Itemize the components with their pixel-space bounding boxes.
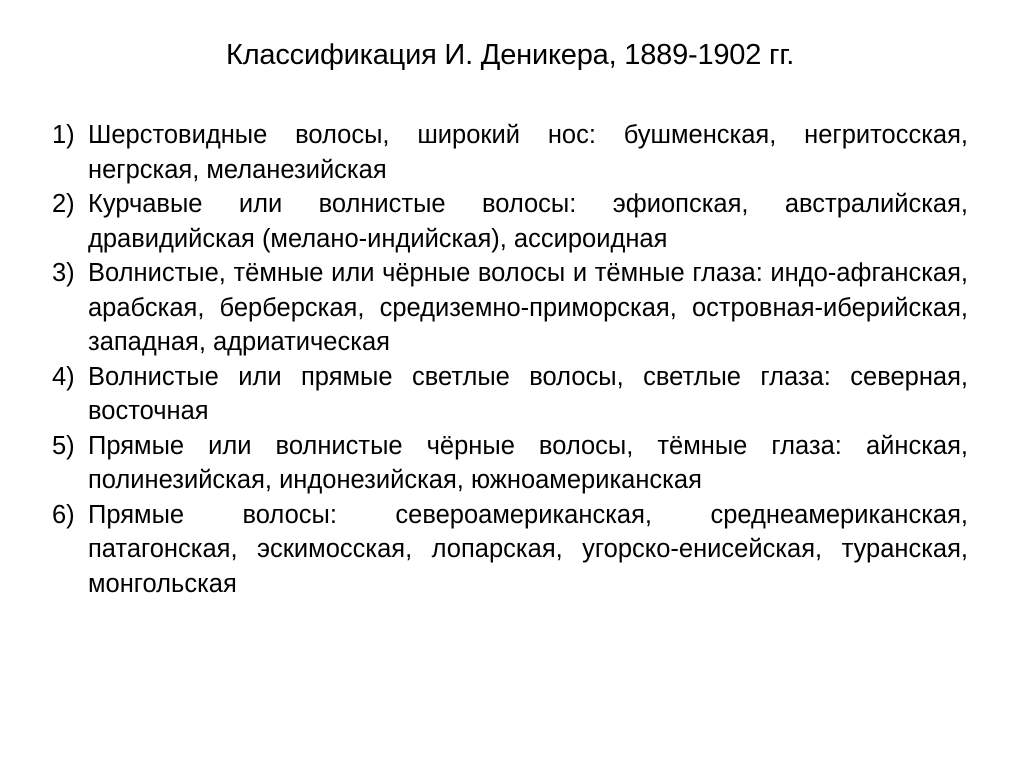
item-number: 5) — [52, 431, 75, 460]
list-item — [52, 187, 968, 256]
item-number: 1) — [52, 121, 75, 149]
item-text: Шерстовидные волосы, широкий нос: бушменская, негритосская, негрская, меланезийская — [88, 121, 968, 184]
slide-title: Классификация И. Деникера, 1889-1902 гг. — [226, 39, 795, 71]
item-text: Волнистые или прямые светлые волосы, светлые глаза: северная, восточная — [88, 362, 968, 425]
item-text: Прямые волосы: североамериканская, среднеамериканская, патагонская, эскимосская, лопарская, угорско-енисейская, туранская, монгольская — [88, 500, 968, 598]
item-number: 6) — [52, 500, 75, 529]
list-item — [52, 360, 968, 429]
item-number: 4) — [52, 362, 75, 391]
item-text: Волнистые, тёмные или чёрные волосы и тёмные глаза: индо-афганская, арабская, берберская, средиземно-приморская, островная-иберийская, западная, адриатическая — [88, 259, 968, 356]
item-number: 2) — [52, 190, 75, 218]
list-item — [52, 118, 968, 187]
list-item — [52, 256, 968, 360]
list-item — [52, 429, 968, 498]
item-number: 3) — [52, 259, 75, 287]
classification-list — [52, 118, 968, 601]
list-item — [52, 498, 968, 602]
item-text: Прямые или волнистые чёрные волосы, тёмные глаза: айнская, полинезийская, индонезийская, южноамериканская — [88, 431, 968, 494]
item-text: Курчавые или волнистые волосы: эфиопская, австралийская, дравидийская (мелано-индийская), ассироидная — [88, 190, 968, 253]
